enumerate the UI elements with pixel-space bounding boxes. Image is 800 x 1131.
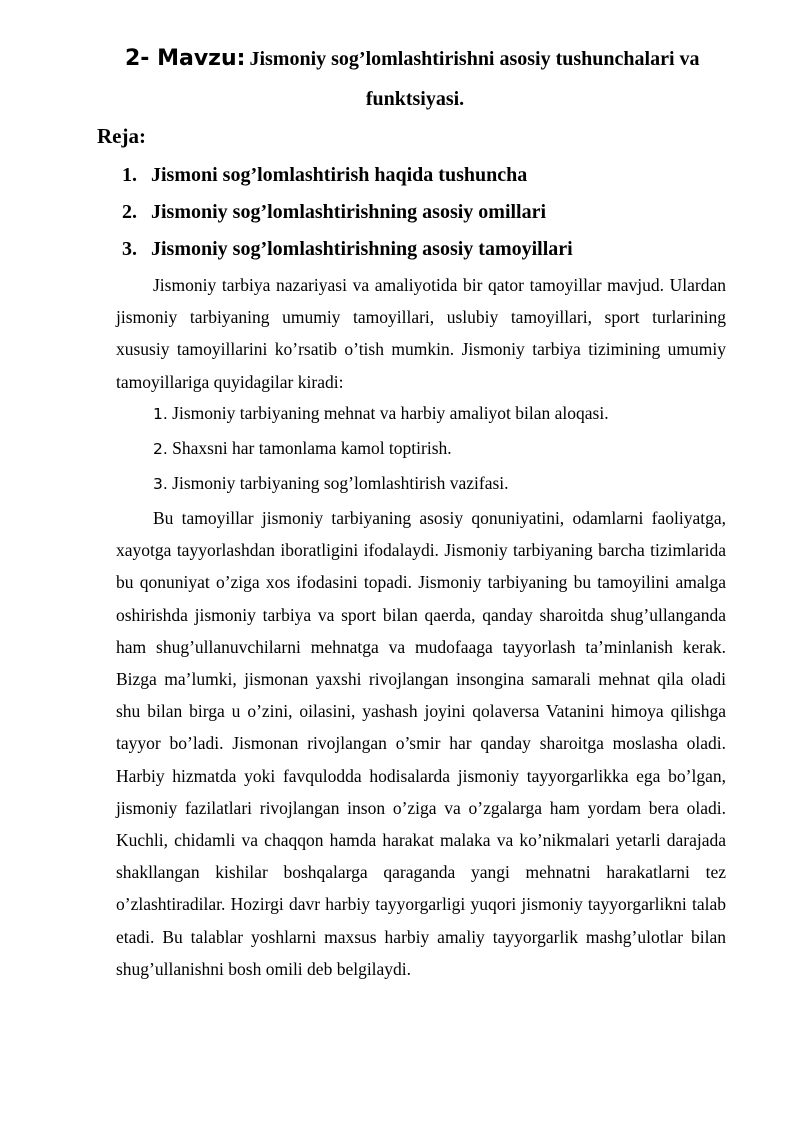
principle-item bbox=[153, 401, 609, 426]
plan-item bbox=[122, 157, 573, 194]
principle-number: 2. bbox=[153, 440, 168, 458]
principle-number: 1. bbox=[153, 405, 168, 423]
topic-title-continuation: funktsiyasi. bbox=[365, 88, 465, 110]
plan-item-number: 2. bbox=[122, 201, 137, 223]
topic-title-text: Jismoniy sog’lomlashtirishni asosiy tushunchalari va bbox=[249, 48, 700, 70]
topic-title bbox=[125, 46, 765, 71]
principle-text: Jismoniy tarbiyaning mehnat va harbiy amaliyot bilan aloqasi. bbox=[172, 403, 609, 423]
plan-item-text: Jismoniy sog’lomlashtirishning asosiy omillari bbox=[151, 201, 547, 223]
plan-item bbox=[122, 231, 573, 268]
plan-item bbox=[122, 194, 573, 231]
topic-prefix: 2- Mavzu: bbox=[125, 46, 246, 71]
principle-text: Shaxsni har tamonlama kamol toptirish. bbox=[172, 438, 452, 458]
principle-number: 3. bbox=[153, 475, 168, 493]
plan-item-text: Jismoniy sog’lomlashtirishning asosiy tamoyillari bbox=[151, 238, 573, 260]
intro-paragraph: Jismoniy tarbiya nazariyasi va amaliyotida bir qator tamoyillar mavjud. Ulardan jismoniy tarbiyaning umumiy tamoyillari, uslubiy tamoyillari, sport turlarining xususiy tamoyillarini ko’rsatib o’tish mumkin. Jismoniy tarbiya tizimining umumiy tamoyillariga quyidagilar kiradi: bbox=[116, 275, 726, 392]
principle-text: Jismoniy tarbiyaning sog’lomlashtirish vazifasi. bbox=[172, 473, 509, 493]
plan-list bbox=[122, 157, 573, 268]
plan-item-number: 1. bbox=[122, 164, 137, 186]
principle-item bbox=[153, 436, 452, 461]
plan-item-text: Jismoni sog’lomlashtirish haqida tushuncha bbox=[151, 164, 528, 186]
plan-item-number: 3. bbox=[122, 238, 137, 260]
main-paragraph: Bu tamoyillar jismoniy tarbiyaning asosiy qonuniyatini, odamlarni faoliyatga, xayotga tayyorlashdan iboratligini ifodalaydi. Jismoniy tarbiyaning barcha tizimlarida bu qonuniyat o’ziga xos ifodasini topadi. Jismoniy tarbiyaning bu tamoyilini amalga oshirishda jismoniy tarbiya va sport bilan qaerda, qanday sharoitda shug’ullanganda ham shug’ullanuvchilarni mehnatga va mudofaaga tayyorlash ta’minlanish kerak. Bizga ma’lumki, jismonan yaxshi rivojlangan insongina samarali mehnat qila oladi shu bilan birga u o’zini, oilasini, yashash joyini qolaversa Vatanini himoya qilishga tayyor bo’ladi. Jismonan rivojlangan o’smir har qanday sharoitga moslasha oladi. Harbiy hizmatda yoki favqulodda hodisalarda jismoniy tayyorgarlikka ega bo’lgan, jismoniy fazilatlari rivojlangan inson o’ziga va o’zgalarga ham yordam bera oladi. Kuchli, chidamli va chaqqon hamda harakat malaka va ko’nikmalari yetarli darajada shakllangan kishilar boshqalarga qaraganda yangi mehnatni harakatlarni tez o’zlashtiradilar. Hozirgi davr harbiy tayyorgarligi yuqori jismoniy tayyorgarlikni talab etadi. Bu talablar yoshlarni maxsus harbiy amaliy tayyorgarlik mashg’ulotlar bilan shug’ullanishni bosh omili deb belgilaydi. bbox=[116, 508, 726, 979]
principle-item bbox=[153, 471, 509, 496]
plan-heading: Reja: bbox=[97, 124, 146, 148]
